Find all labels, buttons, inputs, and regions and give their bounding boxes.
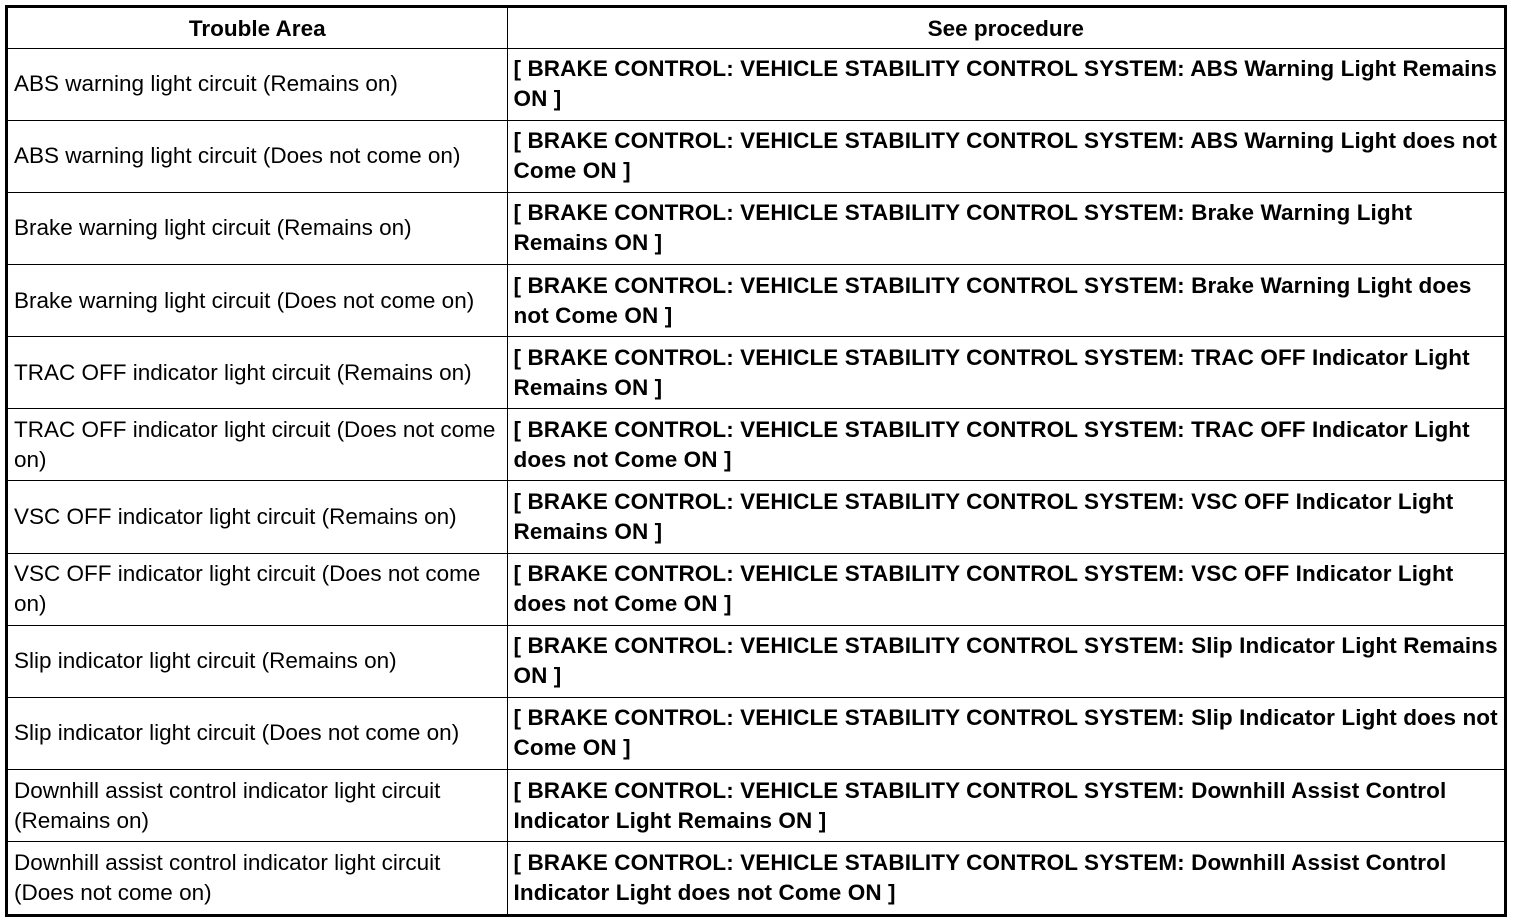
header-row: [8, 8, 1504, 48]
trouble-area-cell: TRAC OFF indicator light circuit (Does not come on): [8, 409, 507, 481]
table-row: [8, 553, 1504, 625]
procedure-cell: [ BRAKE CONTROL: VEHICLE STABILITY CONTROL SYSTEM: Slip Indicator Light Remains ON ]: [507, 625, 1504, 697]
procedure-cell: [ BRAKE CONTROL: VEHICLE STABILITY CONTROL SYSTEM: VSC OFF Indicator Light does not Come ON ]: [507, 553, 1504, 625]
procedure-cell: [ BRAKE CONTROL: VEHICLE STABILITY CONTROL SYSTEM: TRAC OFF Indicator Light does not Come ON ]: [507, 409, 1504, 481]
trouble-area-cell: Slip indicator light circuit (Does not come on): [8, 697, 507, 769]
table-row: [8, 48, 1504, 120]
procedure-cell: [ BRAKE CONTROL: VEHICLE STABILITY CONTROL SYSTEM: VSC OFF Indicator Light Remains ON ]: [507, 481, 1504, 553]
procedure-cell: [ BRAKE CONTROL: VEHICLE STABILITY CONTROL SYSTEM: TRAC OFF Indicator Light Remains ON ]: [507, 337, 1504, 409]
trouble-area-cell: Slip indicator light circuit (Remains on): [8, 625, 507, 697]
table-row: [8, 264, 1504, 336]
procedure-cell: [ BRAKE CONTROL: VEHICLE STABILITY CONTROL SYSTEM: Brake Warning Light does not Come ON ]: [507, 264, 1504, 336]
procedure-cell: [ BRAKE CONTROL: VEHICLE STABILITY CONTROL SYSTEM: Slip Indicator Light does not Come ON ]: [507, 697, 1504, 769]
header-see-procedure: See procedure: [507, 8, 1504, 48]
procedure-cell: [ BRAKE CONTROL: VEHICLE STABILITY CONTROL SYSTEM: Downhill Assist Control Indicator Light Remains ON ]: [507, 770, 1504, 842]
trouble-area-cell: Downhill assist control indicator light circuit (Remains on): [8, 770, 507, 842]
trouble-area-cell: Downhill assist control indicator light circuit (Does not come on): [8, 842, 507, 914]
table-header: [8, 8, 1504, 48]
table-row: [8, 409, 1504, 481]
header-trouble-area: Trouble Area: [8, 8, 507, 48]
table-row: [8, 120, 1504, 192]
table-row: [8, 625, 1504, 697]
table-row: [8, 481, 1504, 553]
trouble-area-cell: ABS warning light circuit (Does not come on): [8, 120, 507, 192]
trouble-area-cell: VSC OFF indicator light circuit (Does not come on): [8, 553, 507, 625]
table-row: [8, 770, 1504, 842]
trouble-area-cell: TRAC OFF indicator light circuit (Remains on): [8, 337, 507, 409]
table-row: [8, 842, 1504, 914]
table-row: [8, 192, 1504, 264]
trouble-area-cell: VSC OFF indicator light circuit (Remains on): [8, 481, 507, 553]
procedure-cell: [ BRAKE CONTROL: VEHICLE STABILITY CONTROL SYSTEM: Downhill Assist Control Indicator Light does not Come ON ]: [507, 842, 1504, 914]
trouble-area-cell: ABS warning light circuit (Remains on): [8, 48, 507, 120]
trouble-table-frame: [5, 5, 1507, 917]
procedure-cell: [ BRAKE CONTROL: VEHICLE STABILITY CONTROL SYSTEM: ABS Warning Light Remains ON ]: [507, 48, 1504, 120]
trouble-area-table: [8, 8, 1504, 914]
table-row: [8, 337, 1504, 409]
trouble-area-cell: Brake warning light circuit (Does not come on): [8, 264, 507, 336]
procedure-cell: [ BRAKE CONTROL: VEHICLE STABILITY CONTROL SYSTEM: ABS Warning Light does not Come ON ]: [507, 120, 1504, 192]
table-body: [8, 48, 1504, 914]
table-row: [8, 697, 1504, 769]
procedure-cell: [ BRAKE CONTROL: VEHICLE STABILITY CONTROL SYSTEM: Brake Warning Light Remains ON ]: [507, 192, 1504, 264]
trouble-area-cell: Brake warning light circuit (Remains on): [8, 192, 507, 264]
